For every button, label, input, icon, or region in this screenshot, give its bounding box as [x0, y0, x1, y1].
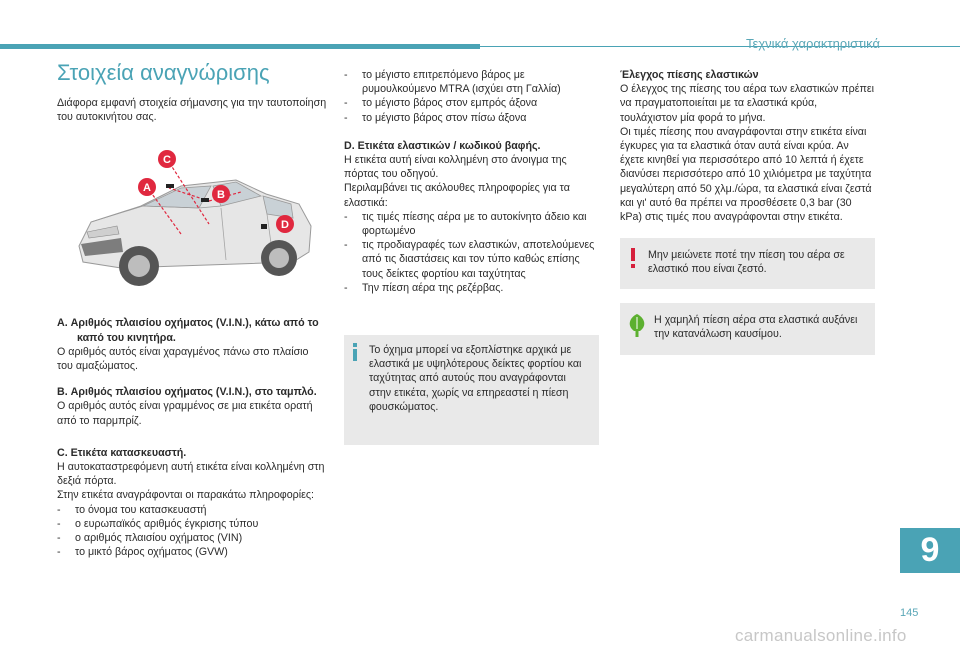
item-d-text1: Η ετικέτα αυτή είναι κολλημένη στο άνοιγμα της πόρτας του οδηγού. [344, 154, 567, 181]
pressure-text2: Οι τιμές πίεσης που αναγράφονται στην ετικέτα είναι έγκυρες για τα ελαστικά όταν αυτά είναι κρύα. Αν έχετε κινηθεί για περισσότερο από 10 λεπτά ή έχετε διανύσει περισσότερο από 10 χιλιόμετρα με ταχύτητα μεγαλύτερη από 50 χλμ./ώρα, τα ελαστικά είναι ζεστά και γι' αυτό θα πρέπει να προσθέσετε 0,3 bar (30 kPa) στις τιμές που αναγράφονται στην ετικέτα. [620, 125, 872, 224]
item-c-text1: Η αυτοκαταστρεφόμενη αυτή ετικέτα είναι κολλημένη στη δεξιά πόρτα. [57, 461, 325, 488]
list-item: - το όνομα του κατασκευαστή [57, 503, 207, 516]
item-a [57, 316, 327, 373]
eco-leaf-icon [626, 313, 648, 341]
page-number: 145 [900, 607, 919, 619]
marker-b [212, 185, 230, 203]
eco-note-text: Η χαμηλή πίεση αέρα στα ελαστικά αυξάνει την κατανάλωση καυσίμου. [654, 313, 858, 340]
warning-note-text: Μην μειώνετε ποτέ την πίεση του αέρα σε ελαστικό που είναι ζεστό. [648, 249, 845, 276]
list-item: - το μέγιστο βάρος στον εμπρός άξονα [344, 97, 538, 110]
list-item: - τις προδιαγραφές των ελαστικών, αποτελούμενες από τις διαστάσεις και τον τύπο καθώς επίσης τους δείκτες φορτίου και ταχύτητας [344, 239, 595, 280]
item-b-heading: B. Αριθμός πλαισίου οχήματος (V.I.N.), στο ταμπλό. [57, 386, 317, 399]
marker-d-label: D [281, 219, 289, 232]
page-title: Στοιχεία αναγνώρισης [57, 60, 270, 85]
intro-text: Διάφορα εμφανή στοιχεία σήμανσης για την ταυτοποίηση του αυτοκινήτου σας. [57, 97, 327, 124]
column-tyre-pressure [620, 68, 875, 355]
list-item: - το μέγιστο βάρος στον πίσω άξονα [344, 111, 527, 124]
column-tyre-label [344, 68, 599, 445]
marker-b-label: B [217, 189, 225, 202]
watermark: carmanualsonline.info [735, 626, 907, 645]
section-title: Τεχνικά χαρακτηριστικά [746, 36, 880, 51]
pressure-text1: Ο έλεγχος της πίεσης του αέρα των ελαστικών πρέπει να πραγματοποιείται με τα ελαστικά κρύα, τουλάχιστον μία φορά το μήνα. [620, 83, 874, 124]
info-note [344, 335, 599, 445]
list-item: - ο ευρωπαϊκός αριθμός έγκρισης τύπου [57, 517, 259, 530]
header-rule [0, 44, 480, 49]
marker-a-label: A [143, 182, 151, 195]
section-number-tab: 9 [900, 528, 960, 573]
warning-note [620, 238, 875, 288]
car-image [61, 134, 323, 304]
item-c [57, 446, 327, 560]
warning-icon [630, 248, 636, 272]
item-d-heading: D. Ετικέτα ελαστικών / κωδικού βαφής. [344, 139, 541, 152]
item-d [344, 139, 599, 295]
list-item: - τις τιμές πίεσης αέρα με το αυτοκίνητο άδειο και φορτωμένο [344, 210, 587, 238]
item-a-text: Ο αριθμός αυτός είναι χαραγμένος πάνω στο πλαίσιο του αμαξώματος. [57, 345, 309, 373]
item-d-text2: Περιλαμβάνει τις ακόλουθες πληροφορίες για τα ελαστικά: [344, 182, 570, 209]
marker-c [158, 150, 176, 168]
list-item: - Την πίεση αέρα της ρεζέρβας. [344, 281, 504, 294]
list-item: - το μέγιστο επιτρεπόμενο βάρος με ρυμουλκούμενο MTRA (ισχύει στη Γαλλία) [344, 69, 561, 96]
header-rule-thin [480, 46, 960, 47]
eco-note [620, 303, 875, 355]
info-note-text: Το όχημα μπορεί να εξοπλίστηκε αρχικά με ελαστικά με υψηλότερους δείκτες φορτίου και ταχύτητας από αυτούς που αναγράφονται στην ετικέτα, χωρίς να επηρεαστεί η πίεση φουσκώματος. [369, 344, 582, 413]
item-c-text2: Στην ετικέτα αναγράφονται οι παρακάτω πληροφορίες: [57, 489, 314, 502]
marker-a [138, 178, 156, 196]
column-identification [57, 60, 327, 559]
list-item: - ο αριθμός πλαισίου οχήματος (VIN) [57, 532, 243, 545]
item-c-heading: C. Ετικέτα κατασκευαστή. [57, 446, 187, 459]
marker-c-label: C [163, 154, 171, 167]
info-icon [351, 343, 359, 365]
item-a-heading: A. Αριθμός πλαισίου οχήματος (V.I.N.), κάτω από το καπό του κινητήρα. [57, 317, 319, 344]
list-item: - το μικτό βάρος οχήματος (GVW) [57, 546, 228, 559]
item-b-text: Ο αριθμός αυτός είναι γραμμένος σε μια ετικέτα ορατή από το παρμπρίζ. [57, 400, 313, 427]
marker-d [276, 215, 294, 233]
car-illustration [61, 134, 323, 304]
pressure-heading: Έλεγχος πίεσης ελαστικών [620, 69, 759, 81]
item-b [57, 385, 327, 428]
